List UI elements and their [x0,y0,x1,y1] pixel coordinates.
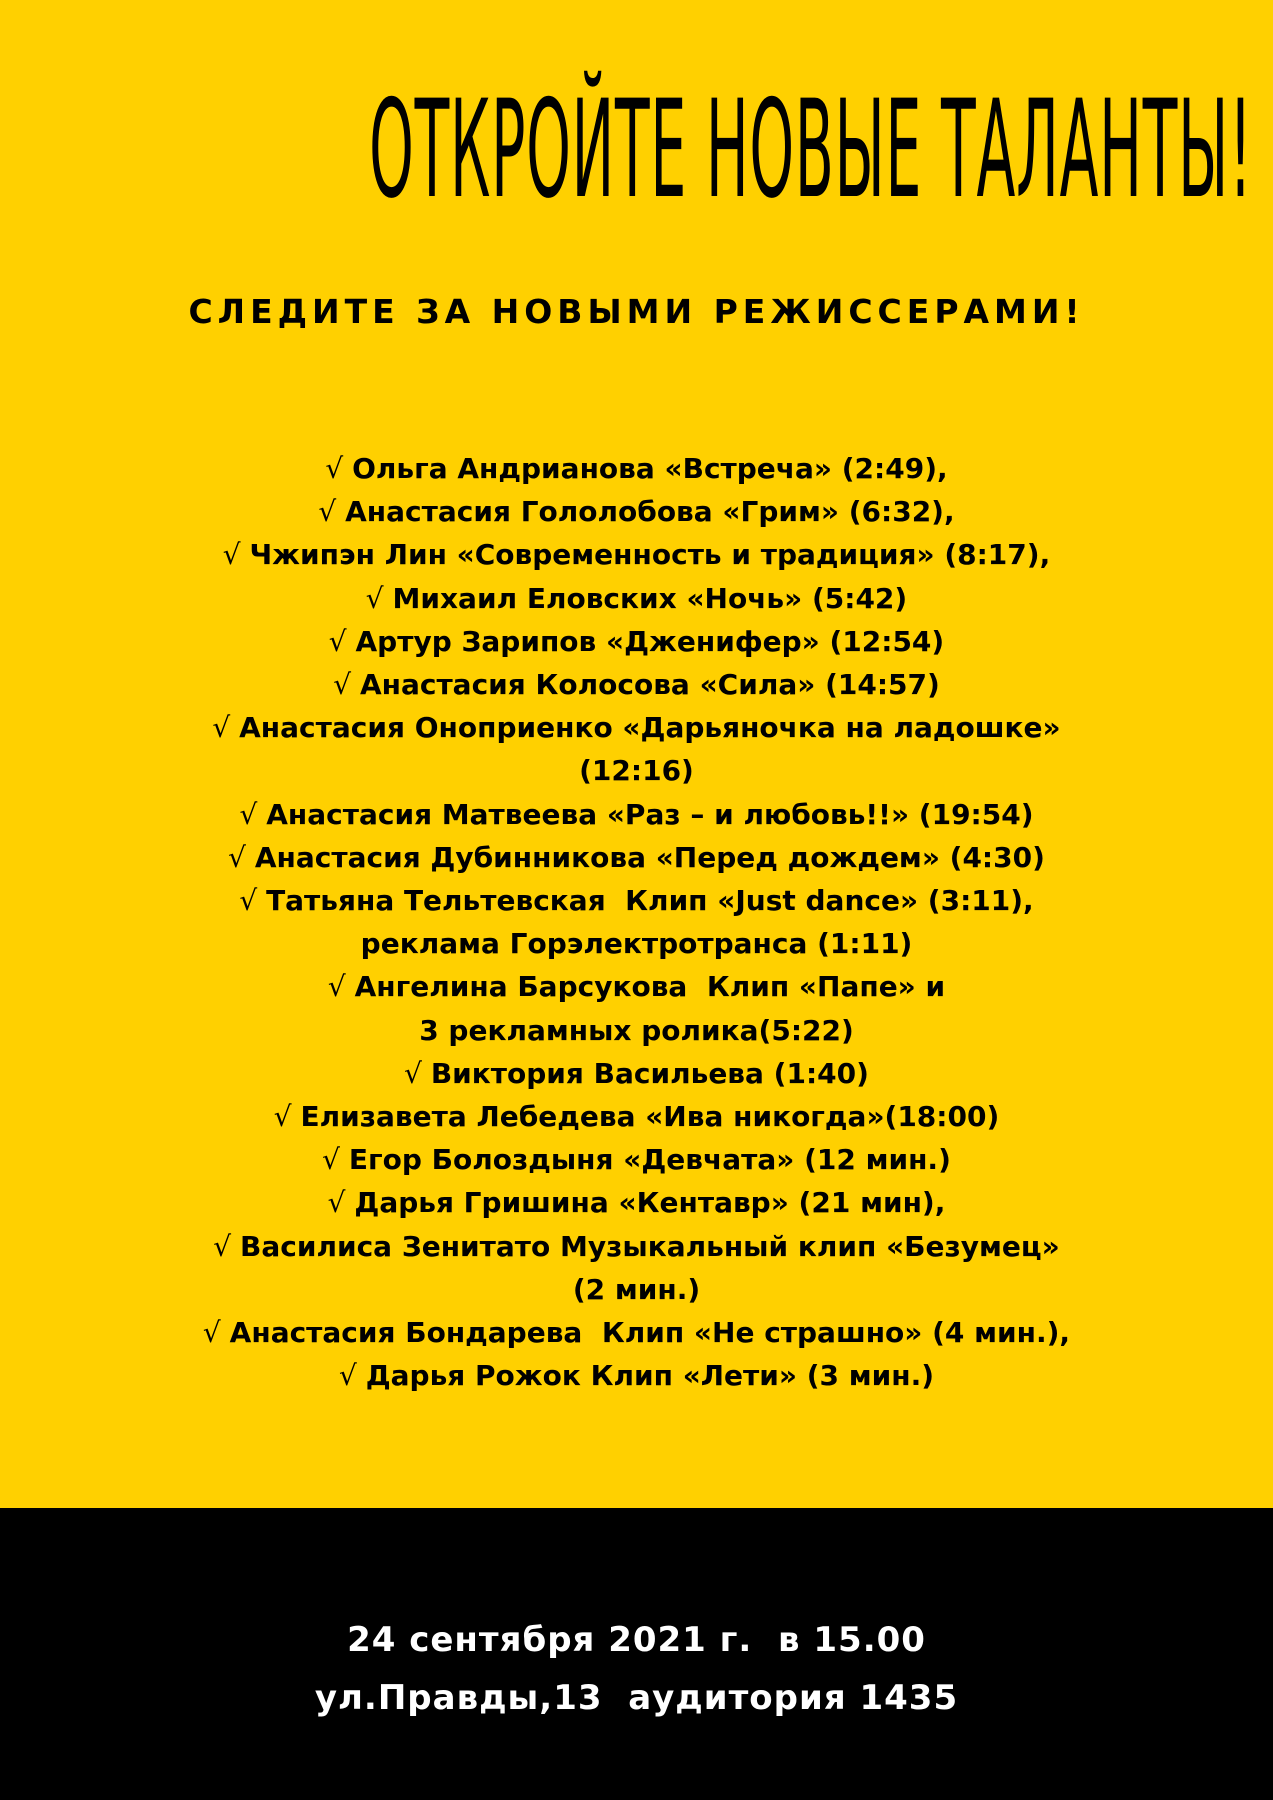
film-entry-text: 3 рекламных ролика(5:22) [419,1013,854,1047]
check-mark-icon: √ [222,538,250,572]
film-list-item [0,1268,1273,1311]
film-entry-text: Татьяна Тельтевская Клип «Just dance» (3:11), [266,884,1034,918]
film-entry-text: Егор Болоздыня «Девчата» (12 мин.) [348,1143,951,1177]
event-place: ул.Правды,13 аудитория 1435 [314,1678,959,1718]
film-list-item [0,447,1273,490]
film-list-item [0,533,1273,576]
film-entry-text: (12:16) [579,754,694,788]
film-entry-text: Дарья Рожок Клип «Лети» (3 мин.) [365,1359,935,1393]
film-entry-text: Анастасия Бондарева Клип «Не страшно» (4 мин.), [229,1316,1071,1350]
check-mark-icon: √ [365,581,393,615]
film-list [0,447,1273,1397]
film-entry-text: реклама Горэлектротранса (1:11) [360,927,913,961]
film-list-item [0,706,1273,749]
check-mark-icon: √ [338,1359,366,1393]
film-list-item [0,1052,1273,1095]
check-mark-icon: √ [239,884,267,918]
check-mark-icon: √ [202,1316,230,1350]
check-mark-icon: √ [328,624,356,658]
film-entry-text: Анастасия Колосова «Сила» (14:57) [359,668,940,702]
film-list-item [0,1311,1273,1354]
film-list-item [0,879,1273,922]
film-entry-text: Чжипэн Лин «Современность и традиция» (8:17), [249,538,1051,572]
check-mark-icon: √ [212,711,240,745]
film-list-item [0,749,1273,792]
film-entry-text: Анастасия Гололобова «Грим» (6:32), [345,495,955,529]
film-list-item [0,1138,1273,1181]
film-list-item [0,663,1273,706]
film-entry-text: Ангелина Барсукова Клип «Папе» и [354,970,946,1004]
film-list-item [0,965,1273,1008]
film-list-item [0,922,1273,965]
film-list-item [0,793,1273,836]
film-list-item [0,1009,1273,1052]
poster-subtitle: СЛЕДИТЕ ЗА НОВЫМИ РЕЖИССЕРАМИ! [188,292,1085,331]
film-entry-text: Василиса Зенитато Музыкальный клип «Безумец» [240,1229,1060,1263]
check-mark-icon: √ [333,668,360,702]
film-entry-text: Анастасия Матвеева «Раз – и любовь!!» (19:54) [266,797,1034,831]
film-entry-text: Михаил Еловских «Ночь» (5:42) [392,581,908,615]
check-mark-icon: √ [327,970,355,1004]
check-mark-icon: √ [273,1100,301,1134]
film-list-item [0,490,1273,533]
film-list-item [0,1095,1273,1138]
event-info-footer [0,1508,1273,1800]
poster-title: ОТКРОЙТЕ НОВЫЕ ТАЛАНТЫ! [369,71,1253,228]
film-list-item [0,1354,1273,1397]
film-entry-text: Виктория Васильева (1:40) [430,1056,869,1090]
film-entry-text: (2 мин.) [572,1272,701,1306]
film-list-item [0,620,1273,663]
check-mark-icon: √ [213,1229,240,1263]
check-mark-icon: √ [228,840,255,874]
check-mark-icon: √ [318,495,346,529]
film-list-item [0,1181,1273,1224]
film-entry-text: Дарья Гришина «Кентавр» (21 мин), [354,1186,946,1220]
check-mark-icon: √ [327,1186,355,1220]
film-list-item [0,836,1273,879]
film-list-item [0,577,1273,620]
check-mark-icon: √ [322,1143,349,1177]
check-mark-icon: √ [239,797,267,831]
event-date: 24 сентября 2021 г. в 15.00 [347,1620,926,1660]
film-entry-text: Анастасия Оноприенко «Дарьяночка на ладошке» [239,711,1061,745]
film-entry-text: Елизавета Лебедева «Ива никогда»(18:00) [300,1100,1000,1134]
film-list-item [0,1225,1273,1268]
check-mark-icon: √ [404,1056,431,1090]
check-mark-icon: √ [325,452,353,485]
film-entry-text: Анастасия Дубинникова «Перед дождем» (4:30) [254,840,1045,874]
film-entry-text: Артур Зарипов «Дженифер» (12:54) [355,624,945,658]
film-entry-text: Ольга Андрианова «Встреча» (2:49), [352,452,948,485]
